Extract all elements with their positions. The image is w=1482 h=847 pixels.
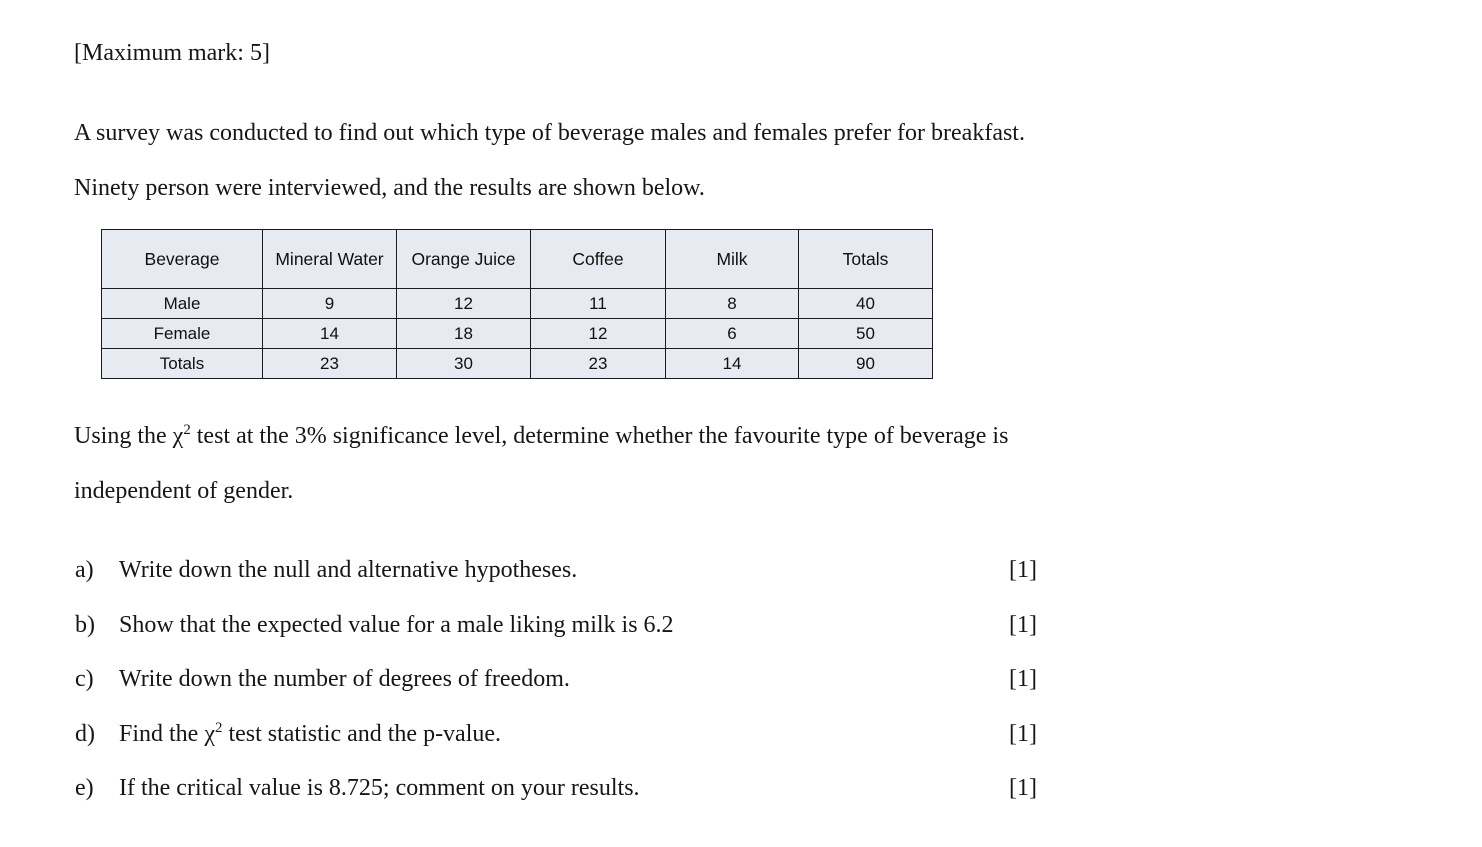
cell-totals-water: 23 xyxy=(263,349,397,379)
question-item-b xyxy=(0,610,1482,640)
question-letter-d: d) xyxy=(75,721,95,747)
table-row xyxy=(102,319,933,349)
intro-paragraph-line-2: Ninety person were interviewed, and the results are shown below. xyxy=(74,175,705,201)
cell-totals-milk: 14 xyxy=(666,349,799,379)
question-text-c: Write down the number of degrees of freedom. xyxy=(119,666,570,692)
cell-male-water: 9 xyxy=(263,289,397,319)
table-header-coffee: Coffee xyxy=(531,230,666,289)
cell-male-oj: 12 xyxy=(397,289,531,319)
cell-male-coffee: 11 xyxy=(531,289,666,319)
cell-male-total: 40 xyxy=(799,289,933,319)
question-text-d-pre: Find the χ xyxy=(119,721,215,747)
question-text-e: If the critical value is 8.725; comment on your results. xyxy=(119,775,640,801)
question-text-b: Show that the expected value for a male liking milk is 6.2 xyxy=(119,612,674,638)
question-letter-a: a) xyxy=(75,557,94,583)
table-header-row xyxy=(102,230,933,289)
question-text-a: Write down the null and alternative hypotheses. xyxy=(119,557,578,583)
question-item-a xyxy=(0,555,1482,585)
cell-totals-oj: 30 xyxy=(397,349,531,379)
table-header-beverage: Beverage xyxy=(102,230,263,289)
table-header-milk: Milk xyxy=(666,230,799,289)
question-marks-c: [1] xyxy=(1009,666,1037,692)
table-header-orange-juice: Orange Juice xyxy=(397,230,531,289)
question-text-d xyxy=(119,719,501,749)
question-letter-c: c) xyxy=(75,666,94,692)
cell-female-total: 50 xyxy=(799,319,933,349)
cell-female-oj: 18 xyxy=(397,319,531,349)
cell-female-coffee: 12 xyxy=(531,319,666,349)
question-letter-b: b) xyxy=(75,612,95,638)
question-item-e xyxy=(0,773,1482,803)
question-text-d-post: test statistic and the p-value. xyxy=(222,721,502,747)
question-marks-d: [1] xyxy=(1009,721,1037,747)
table-header-totals: Totals xyxy=(799,230,933,289)
question-marks-b: [1] xyxy=(1009,612,1037,638)
cell-female-milk: 6 xyxy=(666,319,799,349)
intro-paragraph-line-1: A survey was conducted to find out which type of beverage males and females prefer for breakfast. xyxy=(74,120,1025,146)
table-row xyxy=(102,349,933,379)
question-marks-e: [1] xyxy=(1009,775,1037,801)
chi-square-exponent: 2 xyxy=(183,422,191,438)
row-label-totals: Totals xyxy=(102,349,263,379)
table-row xyxy=(102,289,933,319)
instruction-text-pre: Using the χ xyxy=(74,423,184,449)
cell-totals-total: 90 xyxy=(799,349,933,379)
cell-male-milk: 8 xyxy=(666,289,799,319)
cell-totals-coffee: 23 xyxy=(531,349,666,379)
instruction-line-2: independent of gender. xyxy=(74,478,294,504)
row-label-female: Female xyxy=(102,319,263,349)
beverage-contingency-table xyxy=(101,229,933,379)
instruction-text-post: test at the 3% significance level, determine whether the favourite type of beverage is xyxy=(190,423,1009,449)
question-marks-a: [1] xyxy=(1009,557,1037,583)
chi-square-exponent: 2 xyxy=(215,720,223,736)
cell-female-water: 14 xyxy=(263,319,397,349)
row-label-male: Male xyxy=(102,289,263,319)
instruction-line-1 xyxy=(74,421,1008,451)
table-header-mineral-water: Mineral Water xyxy=(263,230,397,289)
maximum-mark-line: [Maximum mark: 5] xyxy=(74,40,270,66)
question-item-d xyxy=(0,719,1482,749)
question-item-c xyxy=(0,664,1482,694)
question-letter-e: e) xyxy=(75,775,94,801)
